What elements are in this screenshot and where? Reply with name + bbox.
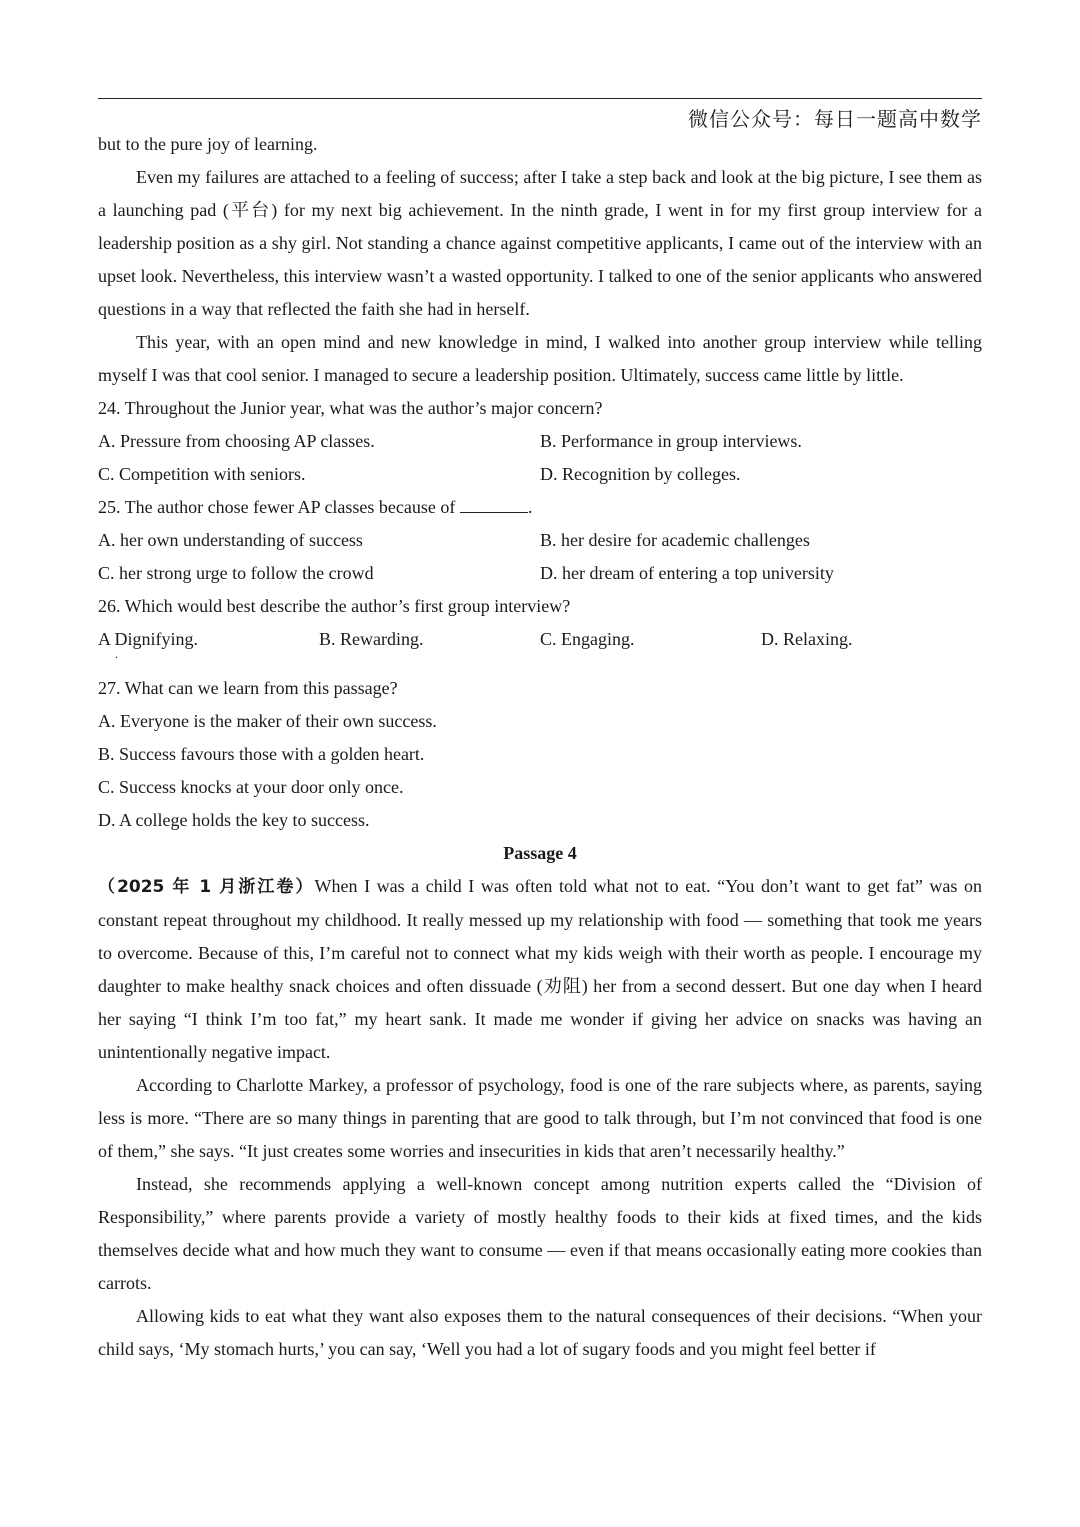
answer-blank <box>460 494 528 513</box>
option-row <box>98 623 982 656</box>
source-label: （2025 年 1 月浙江卷） <box>98 877 315 897</box>
paragraph-markey: According to Charlotte Markey, a professor of psychology, food is one of the rare subjects where, as parents, saying less is more. “There are so many things in parenting that are good to talk through, but I’m not convinced that food is one of them,” she says. “It just creates some worries and insecurities in kids that aren’t necessarily healthy.” <box>98 1075 982 1161</box>
header-watermark: 微信公众号：每日一题高中数学 <box>688 107 982 131</box>
option-d: D. A college holds the key to success. <box>98 810 370 830</box>
option-b: B. Success favours those with a golden heart. <box>98 744 425 764</box>
passage-title: Passage 4 <box>503 843 577 863</box>
question-stem <box>98 491 982 524</box>
option-d: D. Recognition by colleges. <box>540 464 741 484</box>
option-a: A. Pressure from choosing AP classes. <box>98 431 375 451</box>
option-a: A. her own understanding of success <box>98 530 363 550</box>
option-c: C. Success knocks at your door only once. <box>98 777 404 797</box>
option-a: A. Everyone is the maker of their own success. <box>98 711 437 731</box>
option-row <box>98 425 982 458</box>
question-24 <box>98 392 982 491</box>
stem-text: 25. The author chose fewer AP classes because of <box>98 497 456 517</box>
question-27 <box>98 672 982 837</box>
option-d: D. Relaxing. <box>761 629 853 649</box>
paragraph-division: Instead, she recommends applying a well-known concept among nutrition experts called the “Division of Responsibility,” where parents provide a variety of mostly healthy foods to their kids at fixed times, and the kids themselves decide what and how much they want to consume — even if that means occasionally eating more cookies than carrots. <box>98 1174 982 1293</box>
option-row <box>98 524 982 557</box>
option-c: C. Competition with seniors. <box>98 464 306 484</box>
paragraph-consequences: Allowing kids to eat what they want also exposes them to the natural consequences of their decisions. “When your child says, ‘My stomach hurts,’ you can say, ‘Well you had a lot of sugary foods and you might feel better if <box>98 1306 982 1359</box>
option-row <box>98 458 982 491</box>
option-b: B. her desire for academic challenges <box>540 530 810 550</box>
page-content <box>98 128 982 1366</box>
paragraph-failures: Even my failures are attached to a feeling of success; after I take a step back and look at the big picture, I see them as a launching pad (平台) for my next big achievement. In the ninth grade, I went in for my first group interview for a leadership position as a shy girl. Not standing a chance against competitive applicants, I came out of the interview with an upset look. Nevertheless, this interview wasn’t a wasted opportunity. I talked to one of the senior applicants who answered questions in a way that reflected the faith she had in herself. <box>98 167 982 319</box>
stray-dot: . <box>115 647 118 661</box>
option-b: B. Performance in group interviews. <box>540 431 802 451</box>
question-26 <box>98 590 982 672</box>
stem-period: . <box>527 497 533 517</box>
question-stem: 27. What can we learn from this passage? <box>98 678 398 698</box>
option-a: A Dignifying. <box>98 629 199 649</box>
question-25 <box>98 491 982 590</box>
option-row <box>98 557 982 590</box>
stray-dot-row <box>98 647 982 672</box>
question-stem: 26. Which would best describe the author’s first group interview? <box>98 596 571 616</box>
paragraph-continuation: but to the pure joy of learning. <box>98 134 318 154</box>
option-b: B. Rewarding. <box>319 629 424 649</box>
header-rule <box>98 98 982 99</box>
option-d: D. her dream of entering a top university <box>540 563 834 583</box>
option-c: C. her strong urge to follow the crowd <box>98 563 374 583</box>
question-stem: 24. Throughout the Junior year, what was the author’s major concern? <box>98 398 603 418</box>
paragraph-intro <box>98 870 982 1069</box>
option-c: C. Engaging. <box>540 629 635 649</box>
paragraph-this-year: This year, with an open mind and new knowledge in mind, I walked into another group interview while telling myself I was that cool senior. I managed to secure a leadership position. Ultimately, success came little by little. <box>98 332 982 385</box>
paragraph-text: When I was a child I was often told what not to eat. “You don’t want to get fat” was on constant repeat throughout my childhood. It really messed up my relationship with food — something that took me years to overcome. Because of this, I’m careful not to connect what my kids weigh with their worth as people. I encourage my daughter to make healthy snack choices and often dissuade (劝阻) her from a second dessert. But one day when I heard her saying “I think I’m too fat,” my heart sank. It made me wonder if giving her advice on snacks was having an unintentionally negative impact. <box>98 876 982 1062</box>
